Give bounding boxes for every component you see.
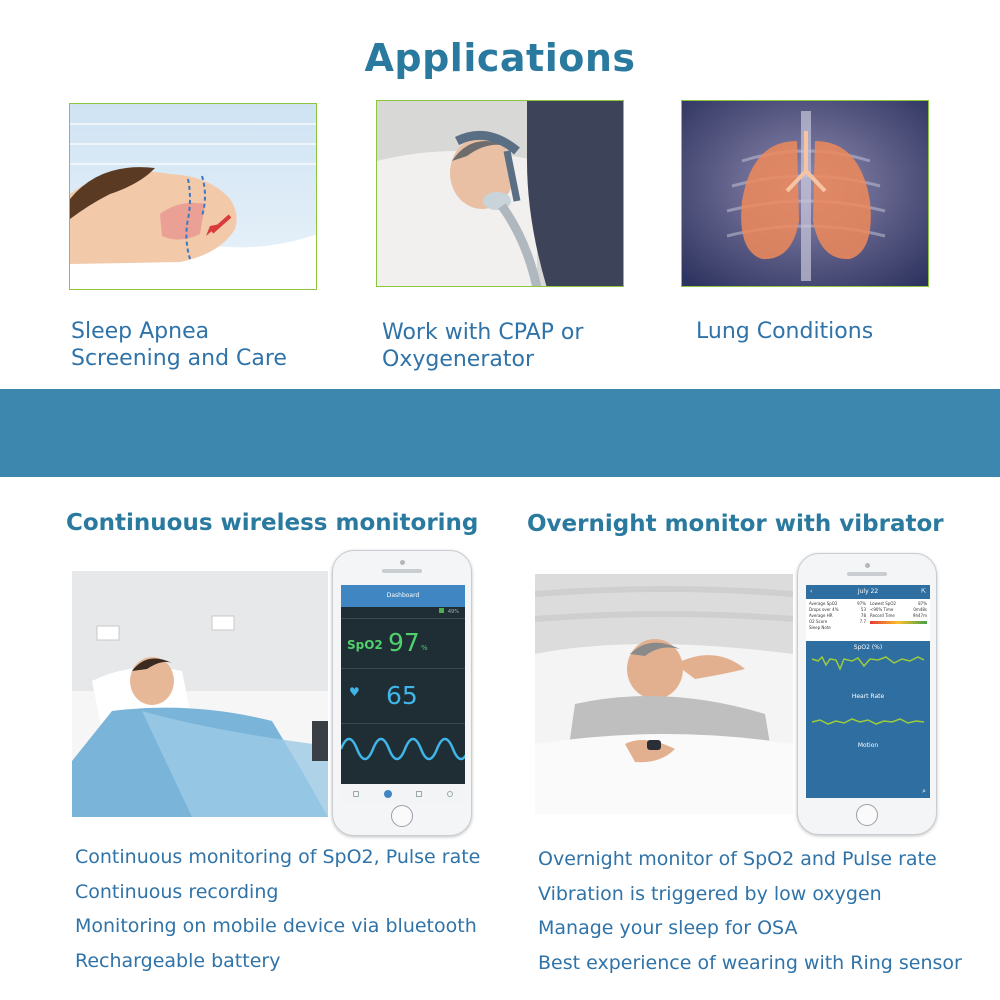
pulse-panel [341, 668, 465, 723]
heart-icon: ♥ [349, 685, 360, 699]
report-header: ‹ July 22 ⇱ [806, 585, 930, 599]
list-item: Manage your sleep for OSA [538, 917, 798, 939]
sleep-apnea-illustration [69, 103, 317, 290]
lungs-xray-image [681, 100, 929, 287]
list-item: Continuous recording [75, 880, 279, 903]
battery-indicator: 49% [341, 607, 465, 618]
settings-tab-icon[interactable] [447, 791, 453, 797]
man-sleeping-photo [535, 574, 793, 814]
spo2-unit: % [421, 644, 428, 652]
application-caption-sleep-apnea: Sleep Apnea Screening and Care [71, 319, 287, 371]
cpap-photo [376, 100, 624, 287]
phone-sleep-report [797, 553, 937, 835]
dashboard-tab-icon[interactable] [384, 790, 392, 798]
application-caption-lung: Lung Conditions [696, 319, 874, 344]
right-feature-list [538, 846, 962, 984]
spo2-panel [341, 618, 465, 668]
tab-bar [341, 784, 465, 804]
report-stats: Average SpO2 97% Drops over 4% 53 Average HR 78 O2 Score 7.7 Sleep Note Lowest SpO2 87% <90% Time 0m48s Record Time 9h47m [809, 601, 927, 630]
patient-bed-photo [72, 571, 328, 817]
spo2-value: 97 [388, 628, 420, 657]
section-title-wireless: Continuous wireless monitoring [66, 510, 479, 536]
phone-home-button [391, 805, 413, 827]
list-item: Best experience of wearing with Ring sensor [538, 951, 962, 974]
list-item: Continuous monitoring of SpO2, Pulse rate [75, 846, 481, 868]
dashboard-header: Dashboard [341, 585, 465, 607]
chart-spo2-label: SpO2 (%) [853, 644, 883, 651]
chart-motion-label: Motion [857, 742, 879, 749]
list-item: Monitoring on mobile device via bluetooth [75, 915, 477, 937]
back-icon[interactable]: ‹ [810, 588, 813, 595]
section-title-overnight: Overnight monitor with vibrator [527, 511, 944, 537]
chart-heart-rate-label: Heart Rate [851, 693, 885, 700]
spo2-trend [806, 651, 930, 691]
list-item: Overnight monitor of SpO2 and Pulse rate [538, 848, 937, 870]
phone-home-button-right [856, 804, 878, 826]
list-item: Vibration is triggered by low oxygen [538, 882, 882, 905]
pulse-rate-value: 65 [386, 681, 418, 710]
divider-band [0, 389, 1000, 477]
page-title: Applications [364, 36, 636, 80]
home-tab-icon[interactable] [353, 791, 359, 797]
heart-rate-trend [806, 700, 930, 740]
share-icon[interactable]: ⇱ [920, 588, 926, 595]
pleth-waveform [341, 723, 465, 773]
spo2-label: SpO2 [347, 638, 383, 652]
list-item: Rechargeable battery [75, 949, 281, 972]
zoom-icon[interactable]: ⌕ [922, 787, 926, 795]
report-charts [806, 641, 930, 798]
phone-screen-report [806, 585, 930, 798]
application-caption-cpap: Work with CPAP or Oxygenerator [382, 320, 584, 372]
phone-screen-dashboard [341, 585, 465, 804]
left-feature-list [75, 844, 480, 982]
history-tab-icon[interactable] [416, 791, 422, 797]
phone-dashboard [332, 550, 472, 836]
